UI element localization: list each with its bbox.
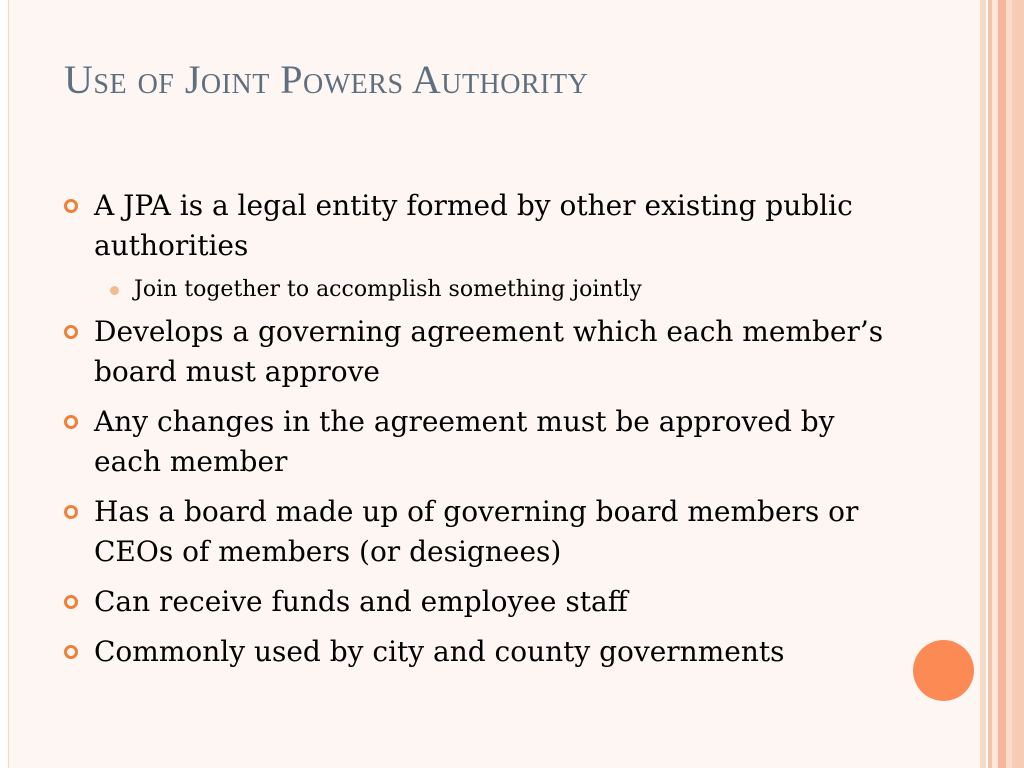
bullet-item <box>60 402 890 482</box>
bullet-text: Develops a governing agreement which each member’s board must approve <box>94 315 884 388</box>
right-stripe-7 <box>1012 0 1024 768</box>
orange-circle-icon <box>913 640 974 701</box>
bullet-list <box>60 186 890 682</box>
bullet-text: Commonly used by city and county governments <box>94 635 785 668</box>
bullet-item <box>60 582 890 622</box>
right-stripe-5 <box>998 0 1006 768</box>
orange-ring-bullet-icon <box>64 199 78 213</box>
orange-ring-bullet-icon <box>64 595 78 609</box>
bullet-item <box>60 632 890 672</box>
bullet-text: Any changes in the agreement must be approved by each member <box>94 405 835 478</box>
orange-ring-bullet-icon <box>64 325 78 339</box>
bullet-item <box>60 312 890 392</box>
bullet-text: Has a board made up of governing board members or CEOs of members (or designees) <box>94 495 859 568</box>
bullet-text: Can receive funds and employee staff <box>94 585 628 618</box>
orange-ring-bullet-icon <box>64 505 78 519</box>
bullet-item <box>60 186 890 266</box>
bullet-item <box>60 492 890 572</box>
sub-bullet-item <box>60 274 890 306</box>
sub-bullet-text: Join together to accomplish something jointly <box>134 277 642 302</box>
slide-title: Use of Joint Powers Authority <box>64 57 589 102</box>
peach-dot-bullet-icon <box>110 286 119 295</box>
bullet-text: A JPA is a legal entity formed by other existing public authorities <box>94 189 853 262</box>
orange-ring-bullet-icon <box>64 415 78 429</box>
orange-ring-bullet-icon <box>64 645 78 659</box>
